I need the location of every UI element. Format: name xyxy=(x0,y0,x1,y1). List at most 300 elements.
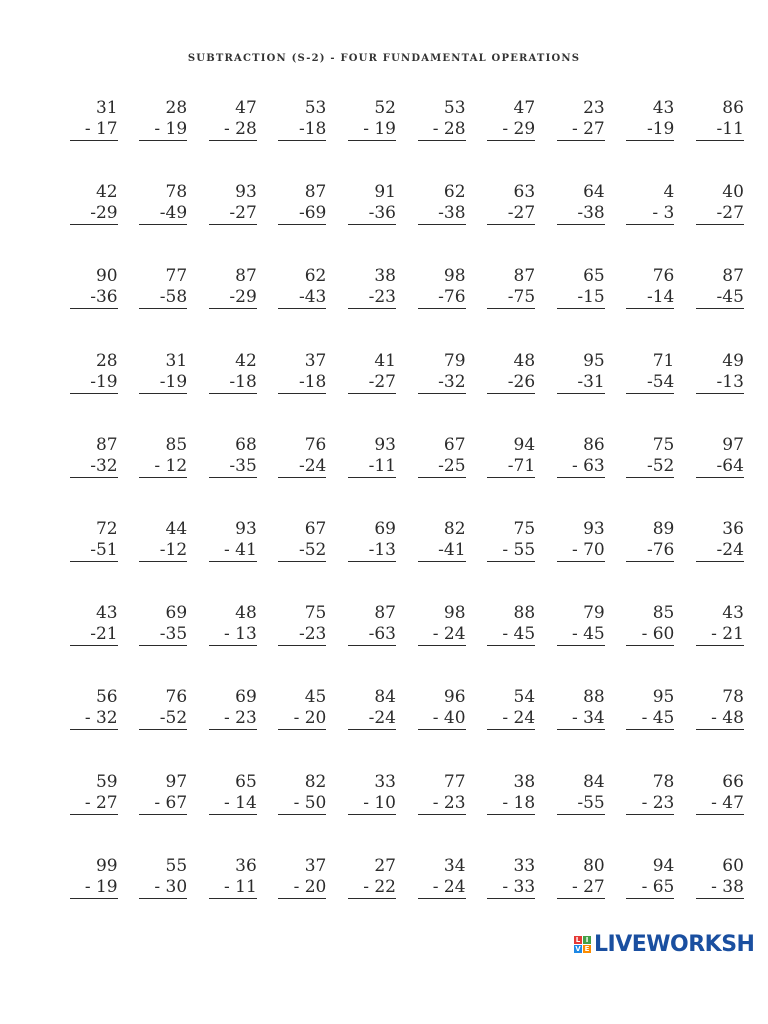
subtrahend: - 3 xyxy=(626,203,674,225)
subtraction-problem xyxy=(680,266,750,350)
minuend: 27 xyxy=(374,855,396,876)
subtraction-problem xyxy=(611,435,681,519)
subtrahend: -27 xyxy=(348,372,396,394)
subtraction-problem xyxy=(54,687,124,771)
minuend: 33 xyxy=(513,855,536,876)
subtraction-problem xyxy=(124,98,194,182)
minuend: 28 xyxy=(165,98,188,118)
subtraction-problem xyxy=(472,856,542,940)
minuend: 43 xyxy=(652,98,675,118)
subtraction-problem xyxy=(611,98,681,182)
subtraction-problem xyxy=(193,435,263,519)
minuend: 62 xyxy=(304,266,327,287)
subtrahend: - 45 xyxy=(557,624,605,646)
subtrahend: - 14 xyxy=(209,793,257,815)
minuend: 63 xyxy=(513,182,536,203)
subtraction-problem xyxy=(332,351,402,435)
minuend: 95 xyxy=(652,687,675,708)
subtraction-problem xyxy=(472,266,542,350)
minuend: 55 xyxy=(165,855,188,876)
subtraction-problem xyxy=(680,182,750,266)
subtraction-problem xyxy=(472,772,542,856)
subtrahend: - 60 xyxy=(626,624,674,646)
subtrahend: -26 xyxy=(487,372,535,394)
minuend: 77 xyxy=(443,771,466,792)
subtrahend: -36 xyxy=(348,203,396,225)
subtrahend: -76 xyxy=(626,540,674,562)
minuend: 53 xyxy=(443,98,466,118)
subtrahend: -13 xyxy=(696,372,744,394)
subtrahend: -13 xyxy=(348,540,396,562)
subtraction-problem xyxy=(332,772,402,856)
minuend: 44 xyxy=(165,518,188,539)
subtraction-problem xyxy=(124,519,194,603)
minuend: 76 xyxy=(304,434,327,455)
minuend: 99 xyxy=(95,855,118,876)
subtrahend: - 19 xyxy=(139,119,187,141)
minuend: 69 xyxy=(374,518,396,539)
minuend: 37 xyxy=(304,350,327,371)
subtraction-problem xyxy=(611,266,681,350)
subtraction-problem xyxy=(54,856,124,940)
subtrahend: - 70 xyxy=(557,540,605,562)
minuend: 49 xyxy=(722,350,744,371)
minuend: 47 xyxy=(235,98,257,118)
subtrahend: - 11 xyxy=(209,877,257,899)
minuend: 86 xyxy=(722,98,744,118)
subtrahend: - 18 xyxy=(487,793,535,815)
subtrahend: -51 xyxy=(70,540,118,562)
subtrahend: -55 xyxy=(557,793,605,815)
subtraction-problem xyxy=(402,603,472,687)
minuend: 91 xyxy=(374,182,396,203)
subtraction-problem xyxy=(332,266,402,350)
subtraction-problem xyxy=(332,856,402,940)
minuend: 60 xyxy=(722,855,744,876)
subtraction-problem xyxy=(611,351,681,435)
problem-grid xyxy=(54,98,750,940)
worksheet-title: SUBTRACTION (S-2) - FOUR FUNDAMENTAL OPERATIONS xyxy=(187,53,581,64)
subtraction-problem xyxy=(193,519,263,603)
subtraction-problem xyxy=(541,351,611,435)
minuend: 68 xyxy=(235,434,257,455)
subtraction-problem xyxy=(193,266,263,350)
subtraction-problem xyxy=(263,351,333,435)
minuend: 42 xyxy=(95,182,118,203)
subtrahend: -32 xyxy=(418,372,466,394)
subtrahend: - 50 xyxy=(278,793,326,815)
subtraction-problem xyxy=(541,98,611,182)
minuend: 75 xyxy=(304,603,327,624)
subtrahend: -23 xyxy=(348,287,396,309)
subtrahend: - 34 xyxy=(557,708,605,730)
minuend: 65 xyxy=(583,266,605,287)
subtraction-problem xyxy=(402,266,472,350)
subtraction-problem xyxy=(263,687,333,771)
subtraction-problem xyxy=(124,266,194,350)
subtraction-problem xyxy=(472,519,542,603)
subtraction-problem xyxy=(402,519,472,603)
minuend: 87 xyxy=(235,266,257,287)
subtraction-problem xyxy=(54,435,124,519)
minuend: 36 xyxy=(235,855,257,876)
subtrahend: -24 xyxy=(348,708,396,730)
minuend: 43 xyxy=(722,603,744,624)
subtraction-problem xyxy=(124,772,194,856)
subtrahend: -27 xyxy=(696,203,744,225)
logo-text: LIVEWORKSH xyxy=(594,932,755,957)
minuend: 64 xyxy=(583,182,605,203)
minuend: 40 xyxy=(722,182,744,203)
minuend: 97 xyxy=(165,771,188,792)
minuend: 23 xyxy=(583,98,605,118)
subtrahend: -52 xyxy=(626,456,674,478)
subtrahend: -38 xyxy=(557,203,605,225)
subtraction-problem xyxy=(193,856,263,940)
subtraction-problem xyxy=(472,435,542,519)
minuend: 78 xyxy=(652,771,675,792)
subtraction-problem xyxy=(611,772,681,856)
minuend: 45 xyxy=(304,687,327,708)
subtraction-problem xyxy=(680,687,750,771)
subtraction-problem xyxy=(54,603,124,687)
minuend: 84 xyxy=(374,687,396,708)
subtraction-problem xyxy=(680,856,750,940)
minuend: 85 xyxy=(165,434,188,455)
subtrahend: - 13 xyxy=(209,624,257,646)
subtrahend: - 41 xyxy=(209,540,257,562)
minuend: 75 xyxy=(652,434,675,455)
logo-mark-cell: E xyxy=(584,945,590,953)
subtraction-problem xyxy=(263,603,333,687)
subtraction-problem xyxy=(263,519,333,603)
subtraction-problem xyxy=(541,687,611,771)
subtrahend: - 63 xyxy=(557,456,605,478)
subtrahend: -49 xyxy=(139,203,187,225)
minuend: 95 xyxy=(583,350,605,371)
subtraction-problem xyxy=(680,519,750,603)
subtraction-problem xyxy=(263,772,333,856)
subtrahend: - 23 xyxy=(209,708,257,730)
subtraction-problem xyxy=(541,266,611,350)
minuend: 67 xyxy=(443,434,466,455)
minuend: 76 xyxy=(652,266,675,287)
minuend: 52 xyxy=(374,98,396,118)
logo-mark-cell: L xyxy=(575,936,581,944)
subtrahend: - 27 xyxy=(557,119,605,141)
subtraction-problem xyxy=(193,687,263,771)
subtrahend: -36 xyxy=(70,287,118,309)
subtraction-problem xyxy=(472,603,542,687)
minuend: 87 xyxy=(513,266,536,287)
subtrahend: -63 xyxy=(348,624,396,646)
subtraction-problem xyxy=(263,435,333,519)
subtrahend: -35 xyxy=(209,456,257,478)
subtrahend: -52 xyxy=(278,540,326,562)
logo-mark-cell: I xyxy=(583,936,591,944)
minuend: 87 xyxy=(374,603,396,624)
subtraction-problem xyxy=(54,519,124,603)
subtraction-problem xyxy=(541,182,611,266)
minuend: 94 xyxy=(513,434,536,455)
subtrahend: -38 xyxy=(418,203,466,225)
subtrahend: -31 xyxy=(557,372,605,394)
minuend: 82 xyxy=(443,518,466,539)
subtraction-problem xyxy=(124,603,194,687)
subtraction-problem xyxy=(541,519,611,603)
subtrahend: - 21 xyxy=(696,624,744,646)
minuend: 38 xyxy=(513,771,536,792)
subtrahend: - 32 xyxy=(70,708,118,730)
subtrahend: - 38 xyxy=(696,877,744,899)
minuend: 86 xyxy=(583,434,605,455)
minuend: 71 xyxy=(652,350,675,371)
minuend: 33 xyxy=(374,771,396,792)
subtrahend: -18 xyxy=(209,372,257,394)
subtraction-problem xyxy=(402,351,472,435)
subtrahend: -24 xyxy=(696,540,744,562)
minuend: 93 xyxy=(235,182,257,203)
subtraction-problem xyxy=(611,856,681,940)
subtrahend: -43 xyxy=(278,287,326,309)
subtraction-problem xyxy=(332,435,402,519)
subtrahend: -25 xyxy=(418,456,466,478)
subtrahend: - 33 xyxy=(487,877,535,899)
minuend: 75 xyxy=(513,518,536,539)
subtraction-problem xyxy=(611,603,681,687)
subtrahend: - 23 xyxy=(626,793,674,815)
subtrahend: - 55 xyxy=(487,540,535,562)
subtraction-problem xyxy=(402,182,472,266)
subtrahend: - 30 xyxy=(139,877,187,899)
subtraction-problem xyxy=(402,435,472,519)
subtrahend: -15 xyxy=(557,287,605,309)
subtraction-problem xyxy=(54,98,124,182)
subtraction-problem xyxy=(472,351,542,435)
subtraction-problem xyxy=(124,856,194,940)
minuend: 85 xyxy=(652,603,675,624)
logo-mark-cell: V xyxy=(575,945,581,953)
minuend: 84 xyxy=(583,771,605,792)
subtrahend: - 19 xyxy=(348,119,396,141)
minuend: 88 xyxy=(583,687,605,708)
minuend: 93 xyxy=(374,434,396,455)
subtraction-problem xyxy=(472,687,542,771)
subtrahend: -11 xyxy=(348,456,396,478)
minuend: 56 xyxy=(95,687,118,708)
minuend: 47 xyxy=(513,98,536,118)
subtrahend: -29 xyxy=(209,287,257,309)
subtraction-problem xyxy=(124,351,194,435)
minuend: 34 xyxy=(443,855,466,876)
subtrahend: - 24 xyxy=(487,708,535,730)
minuend: 89 xyxy=(652,518,675,539)
subtrahend: - 27 xyxy=(70,793,118,815)
subtraction-problem xyxy=(193,182,263,266)
minuend: 87 xyxy=(722,266,744,287)
minuend: 38 xyxy=(374,266,396,287)
minuend: 31 xyxy=(165,350,188,371)
minuend: 62 xyxy=(443,182,466,203)
subtraction-problem xyxy=(541,603,611,687)
minuend: 54 xyxy=(513,687,536,708)
subtraction-problem xyxy=(124,687,194,771)
subtrahend: - 27 xyxy=(557,877,605,899)
subtrahend: - 24 xyxy=(418,877,466,899)
subtrahend: - 24 xyxy=(418,624,466,646)
subtraction-problem xyxy=(332,519,402,603)
subtrahend: -19 xyxy=(626,119,674,141)
subtrahend: -58 xyxy=(139,287,187,309)
minuend: 87 xyxy=(95,434,118,455)
subtraction-problem xyxy=(332,687,402,771)
subtraction-problem xyxy=(193,98,263,182)
minuend: 79 xyxy=(583,603,605,624)
subtrahend: - 45 xyxy=(626,708,674,730)
subtraction-problem xyxy=(472,98,542,182)
minuend: 36 xyxy=(722,518,744,539)
minuend: 66 xyxy=(722,771,744,792)
subtraction-problem xyxy=(332,98,402,182)
minuend: 41 xyxy=(374,350,396,371)
subtrahend: -76 xyxy=(418,287,466,309)
subtraction-problem xyxy=(193,772,263,856)
subtraction-problem xyxy=(402,98,472,182)
minuend: 42 xyxy=(235,350,257,371)
subtraction-problem xyxy=(541,435,611,519)
minuend: 87 xyxy=(304,182,327,203)
subtraction-problem xyxy=(402,772,472,856)
subtrahend: -45 xyxy=(696,287,744,309)
subtraction-problem xyxy=(680,98,750,182)
subtrahend: -19 xyxy=(70,372,118,394)
subtrahend: - 23 xyxy=(418,793,466,815)
subtrahend: - 20 xyxy=(278,877,326,899)
minuend: 78 xyxy=(722,687,744,708)
subtrahend: - 40 xyxy=(418,708,466,730)
minuend: 43 xyxy=(95,603,118,624)
subtrahend: - 29 xyxy=(487,119,535,141)
minuend: 82 xyxy=(304,771,327,792)
subtrahend: -52 xyxy=(139,708,187,730)
minuend: 97 xyxy=(722,434,744,455)
minuend: 72 xyxy=(95,518,118,539)
subtraction-problem xyxy=(54,182,124,266)
minuend: 93 xyxy=(583,518,605,539)
subtrahend: - 28 xyxy=(209,119,257,141)
minuend: 79 xyxy=(443,350,466,371)
subtraction-problem xyxy=(54,266,124,350)
subtrahend: -41 xyxy=(418,540,466,562)
subtrahend: -14 xyxy=(626,287,674,309)
subtrahend: - 22 xyxy=(348,877,396,899)
minuend: 93 xyxy=(235,518,257,539)
minuend: 90 xyxy=(95,266,118,287)
subtraction-problem xyxy=(332,603,402,687)
subtrahend: - 28 xyxy=(418,119,466,141)
minuend: 98 xyxy=(443,266,466,287)
subtraction-problem xyxy=(402,856,472,940)
subtraction-problem xyxy=(680,435,750,519)
subtrahend: -27 xyxy=(209,203,257,225)
subtrahend: - 17 xyxy=(70,119,118,141)
minuend: 53 xyxy=(304,98,327,118)
minuend: 37 xyxy=(304,855,327,876)
subtraction-problem xyxy=(332,182,402,266)
minuend: 31 xyxy=(95,98,118,118)
subtrahend: -69 xyxy=(278,203,326,225)
minuend: 65 xyxy=(235,771,257,792)
subtrahend: - 48 xyxy=(696,708,744,730)
subtrahend: - 65 xyxy=(626,877,674,899)
subtrahend: -18 xyxy=(278,119,326,141)
subtrahend: -75 xyxy=(487,287,535,309)
subtrahend: -27 xyxy=(487,203,535,225)
subtrahend: - 12 xyxy=(139,456,187,478)
subtraction-problem xyxy=(263,182,333,266)
subtrahend: -18 xyxy=(278,372,326,394)
minuend: 77 xyxy=(165,266,188,287)
subtraction-problem xyxy=(541,856,611,940)
subtraction-problem xyxy=(263,856,333,940)
subtraction-problem xyxy=(611,182,681,266)
subtraction-problem xyxy=(193,603,263,687)
subtraction-problem xyxy=(124,182,194,266)
minuend: 4 xyxy=(663,182,675,203)
minuend: 48 xyxy=(235,603,257,624)
subtrahend: -19 xyxy=(139,372,187,394)
subtraction-problem xyxy=(402,687,472,771)
subtraction-problem xyxy=(124,435,194,519)
subtraction-problem xyxy=(680,603,750,687)
minuend: 76 xyxy=(165,687,188,708)
minuend: 96 xyxy=(443,687,466,708)
subtrahend: -32 xyxy=(70,456,118,478)
subtraction-problem xyxy=(54,351,124,435)
liveworksheets-logo xyxy=(574,932,754,957)
subtrahend: -24 xyxy=(278,456,326,478)
subtrahend: - 20 xyxy=(278,708,326,730)
subtraction-problem xyxy=(611,519,681,603)
subtrahend: -54 xyxy=(626,372,674,394)
subtraction-problem xyxy=(263,266,333,350)
subtrahend: - 47 xyxy=(696,793,744,815)
minuend: 59 xyxy=(95,771,118,792)
subtrahend: -29 xyxy=(70,203,118,225)
subtraction-problem xyxy=(611,687,681,771)
subtraction-problem xyxy=(54,772,124,856)
minuend: 78 xyxy=(165,182,188,203)
subtrahend: -64 xyxy=(696,456,744,478)
subtrahend: - 45 xyxy=(487,624,535,646)
minuend: 69 xyxy=(235,687,257,708)
subtrahend: -21 xyxy=(70,624,118,646)
subtraction-problem xyxy=(541,772,611,856)
subtraction-problem xyxy=(680,351,750,435)
subtrahend: -11 xyxy=(696,119,744,141)
minuend: 94 xyxy=(652,855,675,876)
subtrahend: -71 xyxy=(487,456,535,478)
minuend: 28 xyxy=(95,350,118,371)
subtrahend: - 10 xyxy=(348,793,396,815)
minuend: 69 xyxy=(165,603,188,624)
minuend: 80 xyxy=(583,855,605,876)
minuend: 98 xyxy=(443,603,466,624)
subtrahend: -12 xyxy=(139,540,187,562)
subtraction-problem xyxy=(193,351,263,435)
subtrahend: -23 xyxy=(278,624,326,646)
subtraction-problem xyxy=(472,182,542,266)
